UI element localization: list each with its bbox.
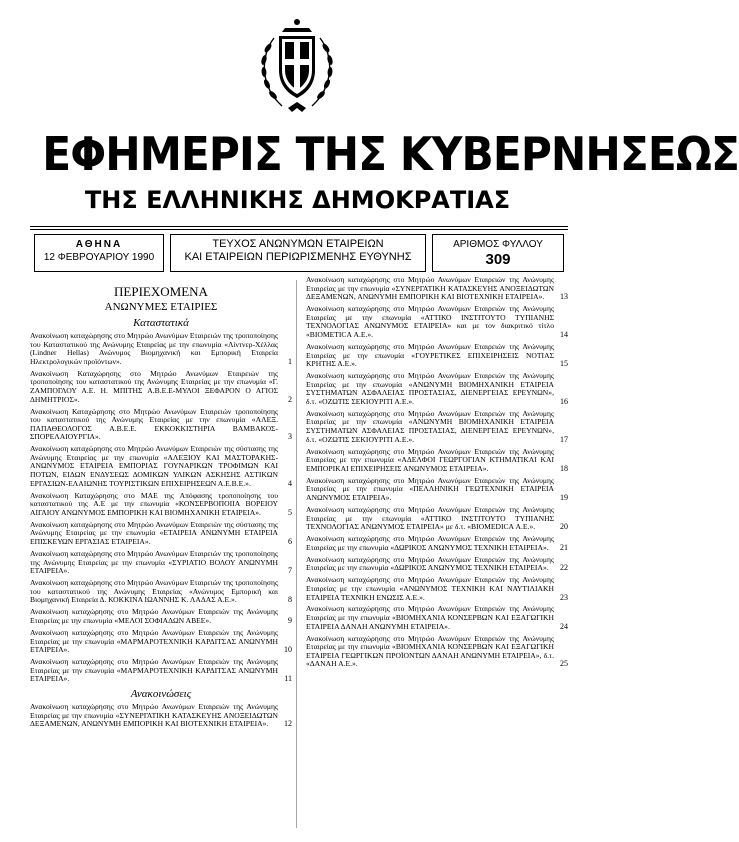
toc-entry-text: Ανακοίνωση καταχώρησης στο Μητρώο Ανωνύμων Εταιρειών της τροποποίησης του καταστατικού της Ανώνυμης Εταιρείας «Ανώνυμος Εμπορική και Βιομηχανική Εταιρεία Δ. ΚΟΚΚΙΝΑ ΙΩΑΝΝΗΣ Κ. ΛΑΔΑΣ Α.Ε.». xyxy=(30,578,278,605)
toc-entry-page: 20 xyxy=(560,522,568,532)
toc-entry-page: 11 xyxy=(284,674,292,684)
toc-entry-text: Ανακοίνωση Καταχώρησης στο ΜΑΕ της Απόφασης τροποποίησης του καταστατικού της Α.Ε με την επωνυμία «ΚΟΝΣΕΡΒΟΠΟΙΙΑ ΒΟΡΕΙΟΥ ΑΙΓΑΙΟΥ ΑΝΩΝΥΜΟΣ ΕΜΠΟΡΙΚΗ ΚΑΙ ΒΙΟΜΗΧΑΝΙΚΗ ΕΤΑΙΡΕΙΑ». xyxy=(30,490,278,517)
toc-entry-text: Ανακοίνωση καταχώρησης στο Μητρώο Ανωνύμων Εταιρειών της Ανώνυμης Εταιρείας με την επωνυμία «ΑΝΩΝΥΜΗ ΒΙΟΜΗΧΑΝΙΚΗ ΕΤΑΙΡΕΙΑ ΣΥΣΤΗΜΑΤΩΝ ΑΣΦΑΛΕΙΑΣ ΠΡΟΣΤΑΣΙΑΣ, ΔΙΕΝΕΡΓΕΙΑΣ ΕΡΕΥΝΩΝ», δ.τ. «ΟΖΩΤΙΣ ΣΕΚΙΟΥΡΙΤΙ Α.Ε.». xyxy=(306,371,554,406)
toc-entry-page: 5 xyxy=(288,507,292,517)
toc-entry xyxy=(30,579,292,605)
toc-entry-page: 14 xyxy=(560,329,568,339)
toc-entry xyxy=(306,535,568,552)
toc-section-statutes: Καταστατικά xyxy=(133,317,189,329)
toc-entry-page: 1 xyxy=(288,356,292,366)
toc-entry-text: Ανακοίνωση καταχώρησης στο Μητρώο Ανωνύμων Εταιρειών της τροποποίησης της Ανώνυμης Εταιρείας με την επωνυμία «ΣΥΡΙΑΤΙΟ ΒΟΛΟΥ ΑΝΩΝΥΜΗ ΕΤΑΙΡΕΙΑ». xyxy=(30,549,278,576)
issue-type-line-1: ΤΕΥΧΟΣ ΑΝΩΝΥΜΩΝ ΕΤΑΙΡΕΙΩΝ xyxy=(212,238,384,250)
column-divider xyxy=(296,280,297,828)
toc-entry xyxy=(306,605,568,631)
toc-entry-text: Ανακοίνωση καταχώρησης στο Μητρώο Ανωνύμων Εταιρειών της σύστασης της Ανώνυμης Εταιρείας με την επωνυμία «ΕΤΑΙΡΕΙΑ ΑΝΩΝΥΜΗ ΕΤΑΙΡΕΙΑ ΕΠΙΣΚΕΥΩΝ ΕΡΓΑΣΙΑΣ ΕΤΑΙΡΕΙΑ». xyxy=(30,519,278,547)
toc-entry xyxy=(306,305,568,339)
toc-entry-page: 22 xyxy=(560,563,568,573)
toc-entry-text: Ανακοίνωση καταχώρησης στο Μητρώο Ανωνύμων Εταιρειών της Ανώνυμης Εταιρείας με την επωνυμία «ΑΔΕΛΦΟΙ ΓΕΩΡΓΟΓΙΑΝ ΚΤΗΜΑΤΙΚΑΙ ΚΑΙ ΕΜΠΟΡΙΚΑΙ ΕΠΙΧΕΙΡΗΣΕΙΣ ΑΝΩΝΥΜΟΣ ΕΤΑΙΡΕΙΑ». xyxy=(306,446,554,473)
sheet-number: 309 xyxy=(485,251,511,268)
toc-entry xyxy=(306,276,568,302)
toc-entry xyxy=(30,492,292,518)
toc-entry xyxy=(306,635,568,669)
toc-entry-text: Ανακοίνωση καταχώρησης στο Μητρώο Ανωνύμων Εταιρειών της Ανώνυμης Εταιρείας με την επωνυμία «ΜΕΛΟΙ ΣΟΦΙΑΔΩΝ ΑΒΕΕ». xyxy=(30,607,278,625)
toc-entry-text: Ανακοίνωση καταχώρησης στο Μητρώο Ανωνύμων Εταιρειών της Ανώνυμης Εταιρείας με την επωνυμία «ΑΝΩΝΥΜΟΣ ΤΕΧΝΙΚΗ ΚΑΙ ΝΑΥΤΙΛΙΑΚΗ ΕΤΑΙΡΕΙΑ ΤΕΧΝΙΚΗ ΕΝΩΣΙΣ Α.Ε.». xyxy=(306,575,554,602)
toc-entry-text: Ανακοίνωση καταχώρησης στο Μητρώο Ανωνύμων Εταιρειών της Ανώνυμης Εταιρείας με την επωνυμία «ΑΝΩΝΥΜΗ ΒΙΟΜΗΧΑΝΙΚΗ ΕΤΑΙΡΕΙΑ ΣΥΣΤΗΜΑΤΩΝ ΑΣΦΑΛΕΙΑΣ ΠΡΟΣΤΑΣΙΑΣ, ΔΙΕΝΕΡΓΕΙΑΣ ΕΡΕΥΝΩΝ», δ.τ. «ΟΖΩΤΙΣ ΣΕΚΙΟΥΡΙΤΙ Α.Ε.». xyxy=(306,408,554,444)
toc-entry-text: Ανακοίνωση καταχώρησης στο Μητρώο Ανωνύμων Εταιρειών της Ανώνυμης Εταιρείας με την επωνυμία «ΜΑΡΜΑΡΟΤΕΧΝΙΚΗ ΚΑΡΔΙΤΣΑΣ ΑΝΩΝΥΜΗ ΕΤΑΙΡΕΙΑ». xyxy=(30,627,278,655)
issue-type-line-2: ΚΑΙ ΕΤΑΙΡΕΙΩΝ ΠΕΡΙΩΡΙΣΜΕΝΗΣ ΕΥΘΥΝΗΣ xyxy=(184,251,412,263)
toc-entry xyxy=(30,332,292,366)
toc-entry-text: Ανακοίνωση Καταχώρησης στο Μητρώο Ανωνύμων Εταιρειών της τροποποίησης του καταστατικού της Ανώνυμης Εταιρείας με την επωνυμία «Γ. ΖΑΜΠΟΓΛΟΥ Α.Ε. Η. ΜΠΙΤΗΣ Α.Β.Ε.Ε-ΜΥΛΟΙ ΞΕΦΑΡΟΝ Ο ΑΓΙΟΣ ΔΗΜΗΤΡΙΟΣ». xyxy=(30,368,278,404)
toc-entry-text: Ανακοίνωση καταχώρησης στο Μητρώο Ανωνύμων Εταιρειών της Ανώνυμης Εταιρείας με την επωνυμία «ΒΙΟΜΗΧΑΝΙΑ ΚΟΝΣΕΡΒΩΝ ΚΑΙ ΕΞΑΓΩΓΙΚΗ ΕΤΑΙΡΕΙΑ ΔΑΝΑΗ ΑΝΩΝΥΜΗ ΕΤΑΙΡΕΙΑ». xyxy=(306,604,554,631)
toc-entry-text: Ανακοίνωση καταχώρησης στο Μητρώο Ανωνύμων Εταιρειών της σύστασης της Ανώνυμης Εταιρείας με την επωνυμία «ΑΛΕΞΙΟΥ ΚΑΙ ΜΑΣΤΟΡΑΚΗΣ-ΑΝΩΝΥΜΟΣ ΕΤΑΙΡΕΙΑ ΕΜΠΟΡΙΑΣ ΓΟΥΝΑΡΙΚΩΝ ΤΡΟΦΙΜΩΝ ΚΑΙ ΠΟΤΩΝ, ΕΙΔΩΝ ΕΝΔΥΣΕΩΣ ΔΟΜΙΚΩΝ ΥΛΙΚΩΝ ΑΣΚΗΣΗΣ ΑΣΤΙΚΩΝ ΕΡΓΑΣΙΩΝ-ΕΛΑΙΩΝΗΣ ΤΟΥΡΙΣΤΙΚΩΝ ΕΠΙΧΕΙΡΗΣΕΩΝ Α.Ε.Β.Ε.». xyxy=(30,444,278,488)
sheet-label: ΑΡΙΘΜΟΣ ΦΥΛΛΟΥ xyxy=(453,239,543,250)
toc-entry-text: Ανακοίνωση Καταχώρησης στο Μητρώο Ανωνύμων Εταιρειών τροποποίησης του καταστατικού της Ανώνυμης Εταιρείας με την επωνυμία «ΑΛΕΞ. ΠΑΠΑΘΕΟΛΟΓΟΣ Α.Β.Ε.Ε. ΕΚΚΟΚΚΙΣΤΗΡΙΑ ΒΑΜΒΑΚΟΣ-ΣΠΟΡΕΛΑΙΟΥΡΓΙΑ». xyxy=(30,406,278,442)
toc-entry xyxy=(306,556,568,573)
toc-entry-page: 23 xyxy=(560,592,568,602)
toc-entry xyxy=(306,506,568,532)
toc-entry-page: 4 xyxy=(288,478,292,488)
toc-entry-page: 25 xyxy=(560,659,568,669)
toc-entry-text: Ανακοίνωση καταχώρησης στο Μητρώο Ανωνύμων Εταιρειών της Ανώνυμης Εταιρείας με την επωνυμία «ΒΙΟΜΗΧΑΝΙΑ ΚΟΝΣΕΡΒΩΝ ΚΑΙ ΕΞΑΓΩΓΙΚΗ ΕΤΑΙΡΕΙΑ ΓΕΩΡΓΙΚΩΝ ΠΡΟΪΟΝΤΩΝ ΔΑΝΑΗ ΑΝΩΝΥΜΗ ΕΤΑΙΡΕΙΑ», δ.τ. «ΔΑΝΑΗ Α.Ε.». xyxy=(306,633,554,669)
toc-entry xyxy=(306,372,568,406)
toc-entry xyxy=(30,658,292,684)
toc-subheading: ΑΝΩΝΥΜΕΣ ΕΤΑΙΡΙΕΣ xyxy=(104,301,218,313)
toc-entry xyxy=(306,477,568,503)
toc-entry-text: Ανακοίνωση καταχώρησης στο Μητρώο Ανωνύμων Εταιρειών της Ανώνυμης Εταιρείας με την επωνυμία «ΜΑΡΜΑΡΟΤΕΧΝΙΚΗ ΚΑΡΔΙΤΣΑΣ ΑΝΩΝΥΜΗ ΕΤΑΙΡΕΙΑ». xyxy=(30,657,278,684)
toc-section-announcements: Ανακοινώσεις xyxy=(130,688,192,701)
toc-entry xyxy=(306,448,568,474)
toc-entry xyxy=(306,410,568,444)
issue-date: 12 ΦΕΒΡΟΥΑΡΙΟΥ 1990 xyxy=(43,252,155,263)
toc-entry xyxy=(30,408,292,442)
toc-entry xyxy=(30,608,292,625)
toc-entry xyxy=(306,343,568,369)
top-rule-2 xyxy=(30,229,568,230)
toc-entry-text: Ανακοίνωση καταχώρησης στο Μητρώο Ανωνύμων Εταιρειών της Ανώνυμης Εταιρείας με την επωνυμία «ΑΤΤΙΚΟ ΙΝΣΤΙΤΟΥΤΟ ΤΥΠΙΑΝΗΣ ΤΕΧΝΟΛΟΓΙΑΣ ΑΝΩΝΥΜΟΣ ΕΤΑΙΡΕΙΑ» με δ.τ. «ΒΙΟΜΕDICA Α.Ε.». xyxy=(306,504,554,532)
issue-type-box xyxy=(170,234,426,272)
place-date-box xyxy=(34,234,164,272)
gazette-subtitle: ΤΗΣ ΕΛΛΗΝΙΚΗΣ ΔΗΜΟΚΡΑΤΙΑΣ xyxy=(84,186,511,214)
toc-entry-page: 17 xyxy=(560,434,568,444)
toc-entry-page: 3 xyxy=(288,432,292,442)
toc-entries-left-after xyxy=(30,703,292,729)
city: ΑΘΗΝΑ xyxy=(75,239,123,250)
toc-entry-page: 8 xyxy=(288,595,292,605)
toc-entry-page: 10 xyxy=(284,645,292,655)
toc-entries-left xyxy=(30,332,292,684)
toc-heading: ΠΕΡΙΕΧΟΜΕΝΑ xyxy=(114,284,208,299)
toc-right-column xyxy=(306,276,568,672)
sheet-number-box xyxy=(432,234,564,272)
toc-entry xyxy=(30,521,292,547)
toc-entry-text: Ανακοίνωση καταχώρησης στο Μητρώο Ανωνύμων Εταιρειών της Ανώνυμης Εταιρείας με την επωνυμία «ΣΥΝΕΡΓΑΤΙΚΗ ΚΑΤΑΣΚΕΥΗΣ ΑΝΟΞΕΙΔΩΤΩΝ ΔΕΞΑΜΕΝΩΝ, ΑΝΩΝΥΜΗ ΕΜΠΟΡΙΚΗ ΚΑΙ ΒΙΟΤΕΧΝΙΚΗ ΕΤΑΙΡΕΙΑ». xyxy=(30,702,278,729)
toc-entry-page: 19 xyxy=(560,493,568,502)
toc-entry-page: 6 xyxy=(288,537,292,547)
toc-entry-page: 24 xyxy=(560,621,568,631)
toc-entry-page: 12 xyxy=(284,719,292,729)
toc-entry xyxy=(30,370,292,404)
toc-entry-page: 15 xyxy=(560,359,568,369)
toc-entry-text: Ανακοίνωση καταχώρησης στο Μητρώο Ανωνύμων Εταιρειών της Ανώνυμης Εταιρείας με την επωνυμία «ΔΩΡΙΚΟΣ ΑΝΩΝΥΜΟΣ ΤΕΧΝΙΚΗ ΕΤΑΙΡΕΙΑ». xyxy=(306,554,554,573)
greek-coat-of-arms-icon xyxy=(252,8,342,120)
toc-entry-text: Ανακοίνωση καταχώρησης στο Μητρώο Ανωνύμων Εταιρειών της Ανώνυμης Εταιρείας με την επωνυμία «ΠΕΛΛΗΝΙΚΗ ΓΕΩΤΕΧΝΙΚΗ ΕΤΑΙΡΕΙΑ ΑΝΩΝΥΜΟΣ ΕΤΑΙΡΕΙΑ». xyxy=(306,475,554,502)
toc-entry xyxy=(30,445,292,488)
toc-entry-text: Ανακοίνωση καταχώρησης στο Μητρώο Ανωνύμων Εταιρειών της τροποποίησης του Καταστατικού της Ανώνυμης Εταιρείας με την επωνυμία «Λίντνερ-Χέλλας (Lindner Hellas) Ανώνυμος Βιομηχανική και Εμπορική Εταιρεία Ηλεκτρολογικών προϊόντων». xyxy=(30,331,278,366)
toc-entry-page: 2 xyxy=(288,394,292,404)
gazette-title: ΕΦΗΜΕΡΙΣ ΤΗΣ ΚΥΒΕΡΝΗΣΕΩΣ xyxy=(42,127,739,181)
toc-entry-page: 9 xyxy=(288,615,292,625)
toc-entry-page: 13 xyxy=(560,292,568,302)
toc-entry-text: Ανακοίνωση καταχώρησης στο Μητρώο Ανωνύμων Εταιρειών της Ανώνυμης Εταιρείας με την επωνυμία «ΣΥΝΕΡΓΑΤΙΚΗ ΚΑΤΑΣΚΕΥΗΣ ΑΝΟΞΕΙΔΩΤΩΝ ΔΕΞΑΜΕΝΩΝ, ΑΝΩΝΥΜΗ ΕΜΠΟΡΙΚΗ ΚΑΙ ΒΙΟΤΕΧΝΙΚΗ ΕΤΑΙΡΕΙΑ». xyxy=(306,275,554,302)
toc-entry-page: 21 xyxy=(560,542,568,552)
toc-entry-page: 7 xyxy=(288,566,292,576)
toc-entry-page: 16 xyxy=(560,396,568,406)
top-rule xyxy=(30,226,568,227)
toc-left-column xyxy=(30,284,292,732)
toc-entry-text: Ανακοίνωση καταχώρησης στο Μητρώο Ανωνύμων Εταιρειών της Ανώνυμης Εταιρείας με την επωνυμία «ΔΩΡΙΚΟΣ ΑΝΩΝΥΜΟΣ ΤΕΧΝΙΚΗ ΕΤΑΙΡΕΙΑ». xyxy=(306,534,554,552)
toc-entry-text: Ανακοίνωση καταχώρησης στο Μητρώο Ανωνύμων Εταιρειών της Ανώνυμης Εταιρείας με την επωνυμία «ΓΟΥΡΕΤΙΚΕΣ ΕΠΙΧΕΙΡΗΣΕΙΣ ΝΟΤΙΑΣ ΚΡΗΤΗΣ Α.Ε.». xyxy=(306,341,554,369)
toc-entry xyxy=(30,550,292,576)
toc-entry xyxy=(306,576,568,602)
toc-entry xyxy=(30,703,292,729)
toc-entry-text: Ανακοίνωση καταχώρησης στο Μητρώο Ανωνύμων Εταιρειών της Ανώνυμης Εταιρείας με την επωνυμία «ΑΤΤΙΚΟ ΙΝΣΤΙΤΟΥΤΟ ΤΥΠΙΑΝΗΣ ΤΕΧΝΟΛΟΓΙΑΣ ΑΝΩΝΥΜΟΣ ΕΤΑΙΡΕΙΑ» και με τον διακριτικό τίτλο «ΒΙΟΜΕΤΙCA Α.Ε.». xyxy=(306,304,554,339)
toc-entry xyxy=(30,629,292,655)
toc-entry-page: 18 xyxy=(560,463,568,473)
toc-entries-right xyxy=(306,276,568,669)
